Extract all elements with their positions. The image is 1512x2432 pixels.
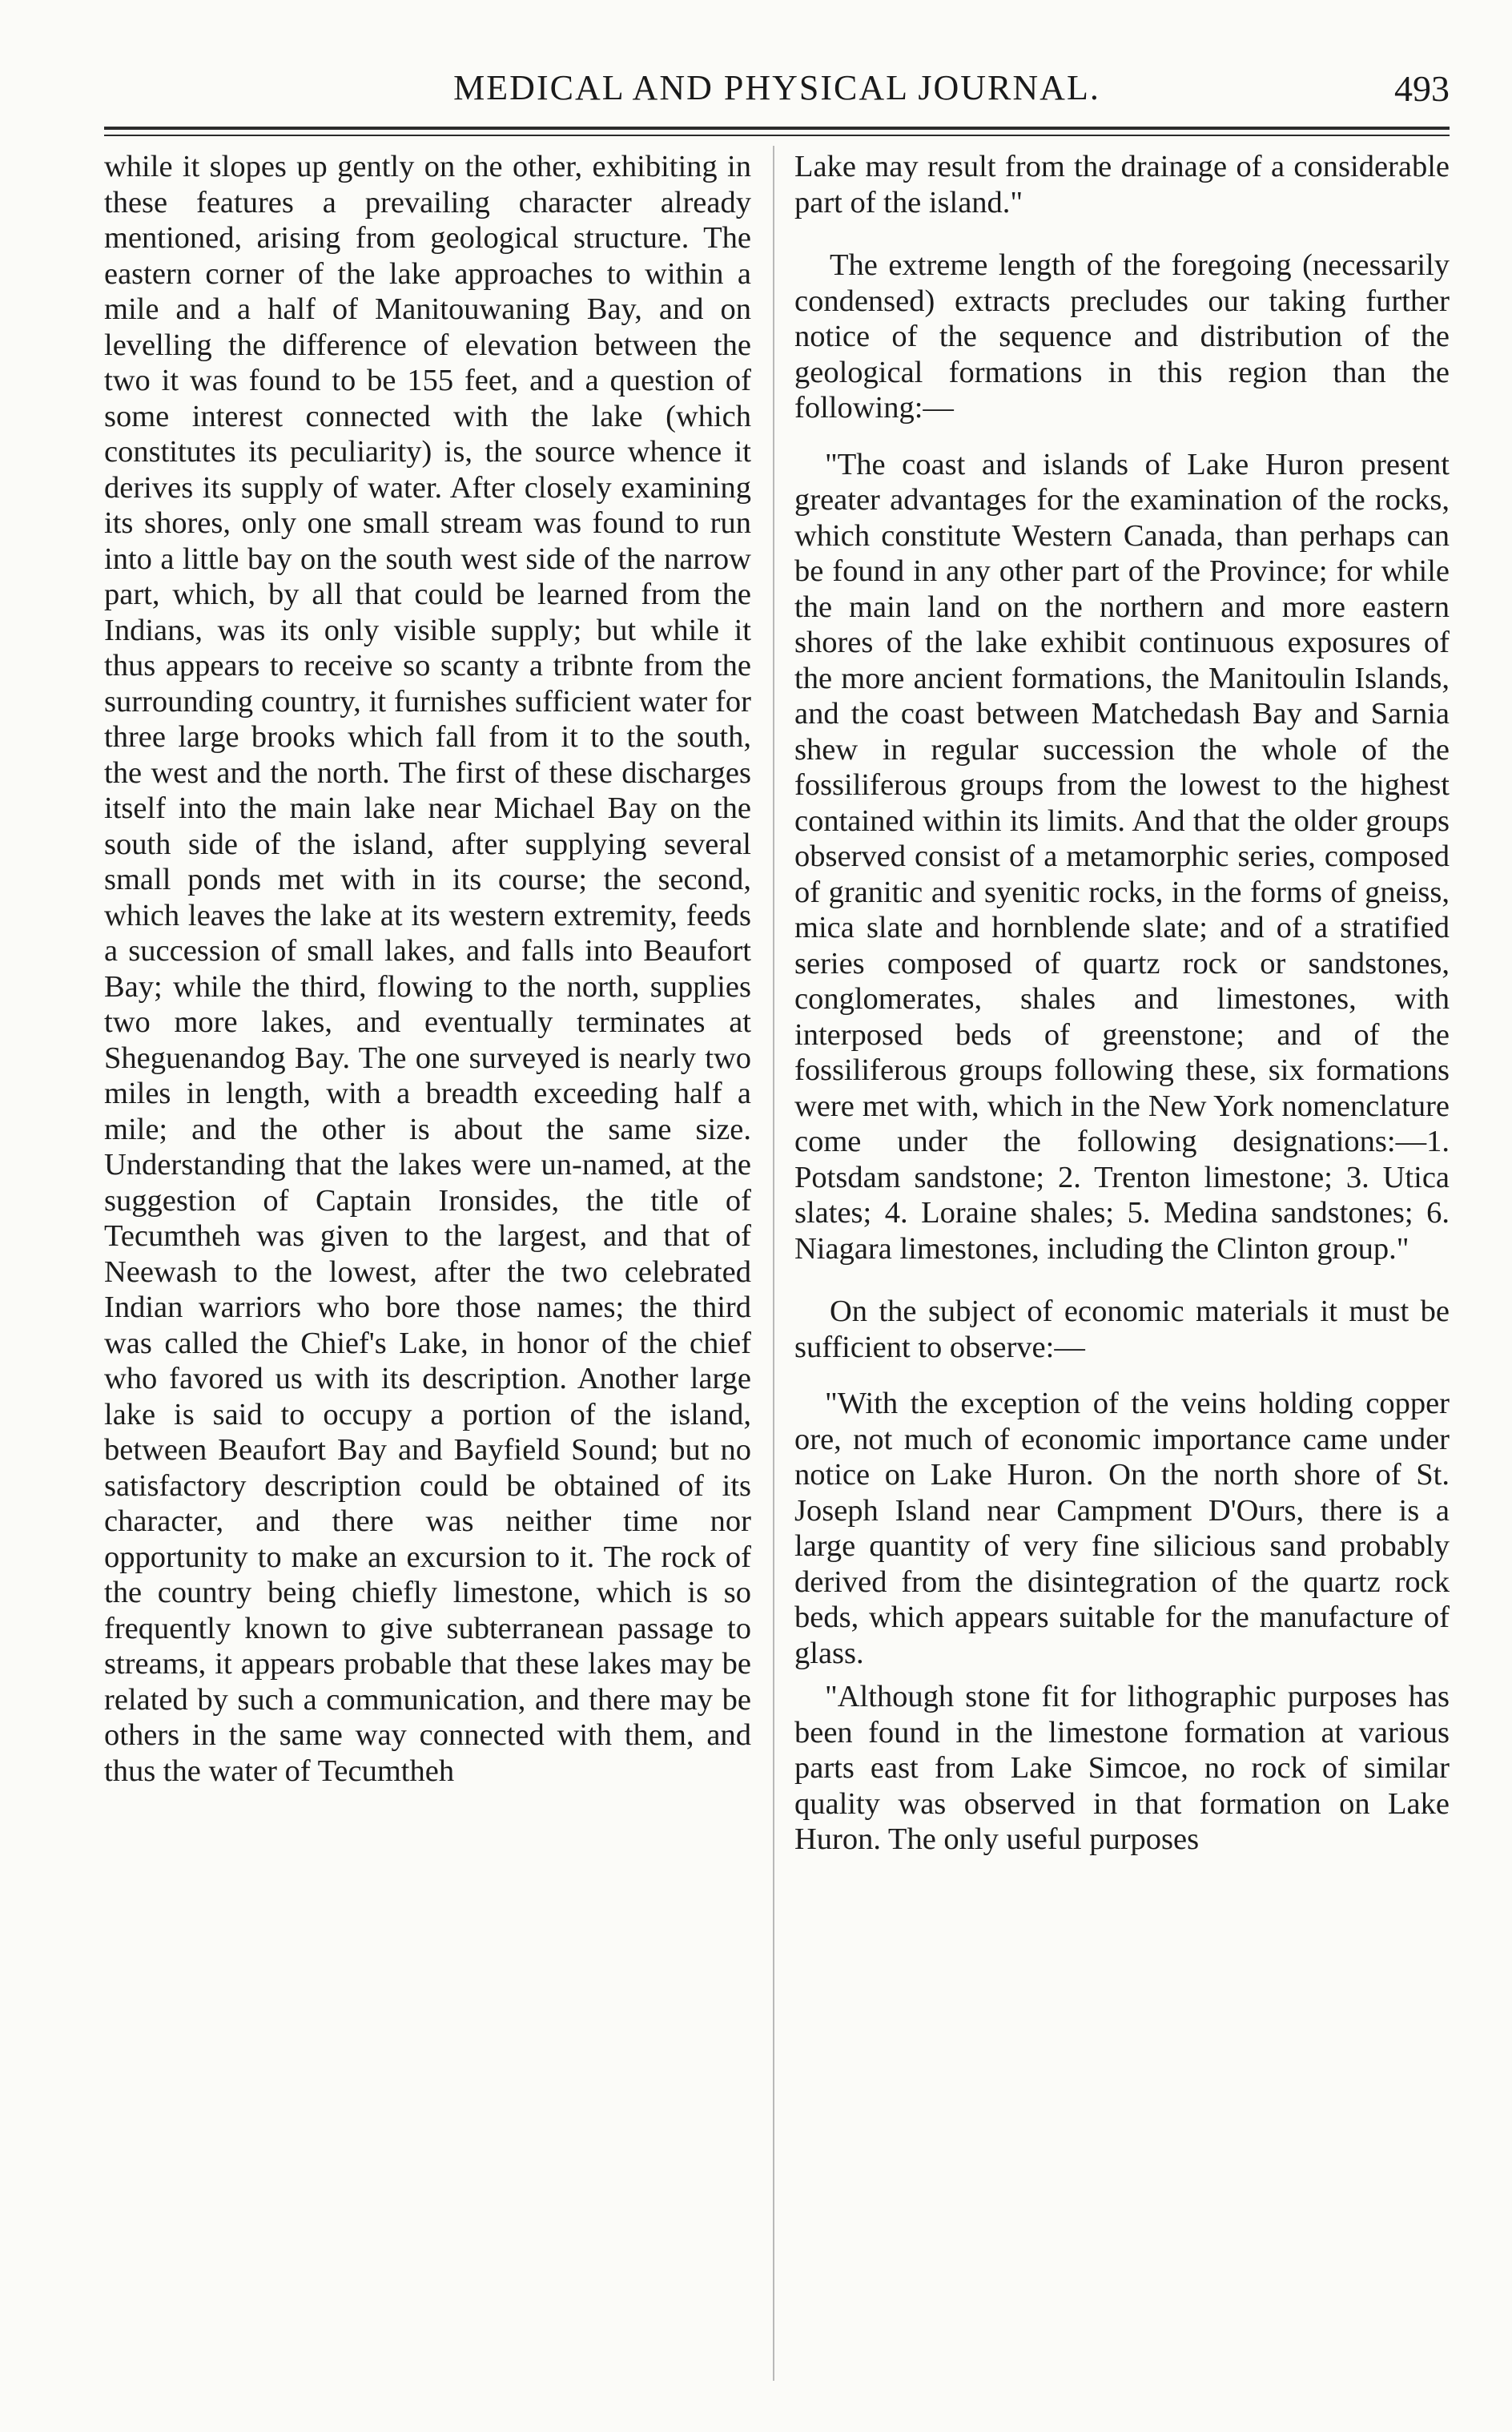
header-rule-thin bbox=[104, 135, 1450, 136]
right-paragraph-continuation: Lake may result from the drainage of a considerable part of the island." bbox=[794, 150, 1450, 219]
right-quote-copper-veins: "With the exception of the veins holding copper ore, not much of economic importance came under notice on Lake Huron. On the north shore of St. Joseph Island near Campment D'Ours, there is a large quantity of very fine silicious sand probably derived from the disintegration of the quartz rock beds, which appears suitable for the manufacture of glass. bbox=[794, 1387, 1450, 1670]
right-paragraph-economic: On the subject of economic materials it must be sufficient to observe:— bbox=[794, 1295, 1450, 1364]
column-divider bbox=[773, 146, 774, 2381]
left-column bbox=[104, 149, 751, 2384]
header-rule-thick bbox=[104, 127, 1450, 130]
right-column bbox=[794, 149, 1450, 2384]
right-paragraph-extracts: The extreme length of the foregoing (necessarily condensed) extracts precludes our taking further notice of the sequence and distribution of the geological formations in this region than the following:— bbox=[794, 248, 1450, 425]
left-paragraph: while it slopes up gently on the other, exhibiting in these features a prevailing character already mentioned, arising from geological structure. The eastern corner of the lake approaches to within a mile and a half of Manitouwaning Bay, and on levelling the difference of elevation between the two it was found to be 155 feet, and a question of some interest connected with the lake (which constitutes its peculiarity) is, the source whence it derives its supply of water. After closely examining its shores, only one small stream was found to run into a little bay on the south west side of the narrow part, which, by all that could be learned from the Indians, was its only visible supply; but while it thus appears to receive so scanty a tribnte from the surrounding country, it furnishes sufficient water for three large brooks which fall from it to the south, the west and the north. The first of these discharges itself into the main lake near Michael Bay on the south side of the island, after supplying several small ponds met with in its course; the second, which leaves the lake at its western extremity, feeds a succession of small lakes, and falls into Beaufort Bay; while the third, flowing to the north, supplies two more lakes, and eventually terminates at Sheguenandog Bay. The one surveyed is nearly two miles in length, with a breadth exceeding half a mile; and the other is about the same size. Understanding that the lakes were un-named, at the suggestion of Captain Ironsides, the title of Tecumtheh was given to the largest, and that of Neewash to the lowest, after the two celebrated Indian warriors who bore those names; the third was called the Chief's Lake, in honor of the chief who favored us with its description. Another large lake is said to occupy a portion of the island, between Beaufort Bay and Bayfield Sound; but no satisfactory description could be obtained of its character, and there was neither time nor opportunity to make an excursion to it. The rock of the country being chiefly limestone, which is so frequently known to give subterranean passage to streams, it appears probable that these lakes may be related by such a communication, and there may be others in the same way connected with them, and thus the water of Tecumtheh bbox=[104, 150, 751, 1788]
page-header bbox=[104, 67, 1450, 119]
right-quote-lake-huron-coast: "The coast and islands of Lake Huron present greater advantages for the examination of the rocks, which constitute Western Canada, than perhaps can be found in any other part of the Province; for while the main land on the northern and more eastern shores of the lake exhibit continuous exposures of the more ancient formations, the Manitoulin Islands, and the coast between Matchedash Bay and Sarnia shew in regular succession the whole of the fossiliferous groups from the lowest to the highest contained within its limits. And that the older groups observed consist of a metamorphic series, composed of granitic and syenitic rocks, in the forms of gneiss, mica slate and hornblende slate; and of a stratified series composed of quartz rock or sandstones, conglomerates, shales and limestones, with interposed beds of greenstone; and of the fossiliferous groups following these, six formations were met with, which in the New York nomenclature come under the following designations:—1. Potsdam sandstone; 2. Trenton limestone; 3. Utica slates; 4. Loraine shales; 5. Medina sandstones; 6. Niagara limestones, including the Clinton group." bbox=[794, 447, 1450, 1266]
right-quote-lithographic-stone: "Although stone fit for lithographic purposes has been found in the limestone formation at various parts east from Lake Simcoe, no rock of similar quality was observed in that formation on Lake Huron. The only useful purposes bbox=[794, 1680, 1450, 1856]
page-number: 493 bbox=[1394, 68, 1450, 109]
running-title: MEDICAL AND PHYSICAL JOURNAL. bbox=[453, 68, 1100, 107]
